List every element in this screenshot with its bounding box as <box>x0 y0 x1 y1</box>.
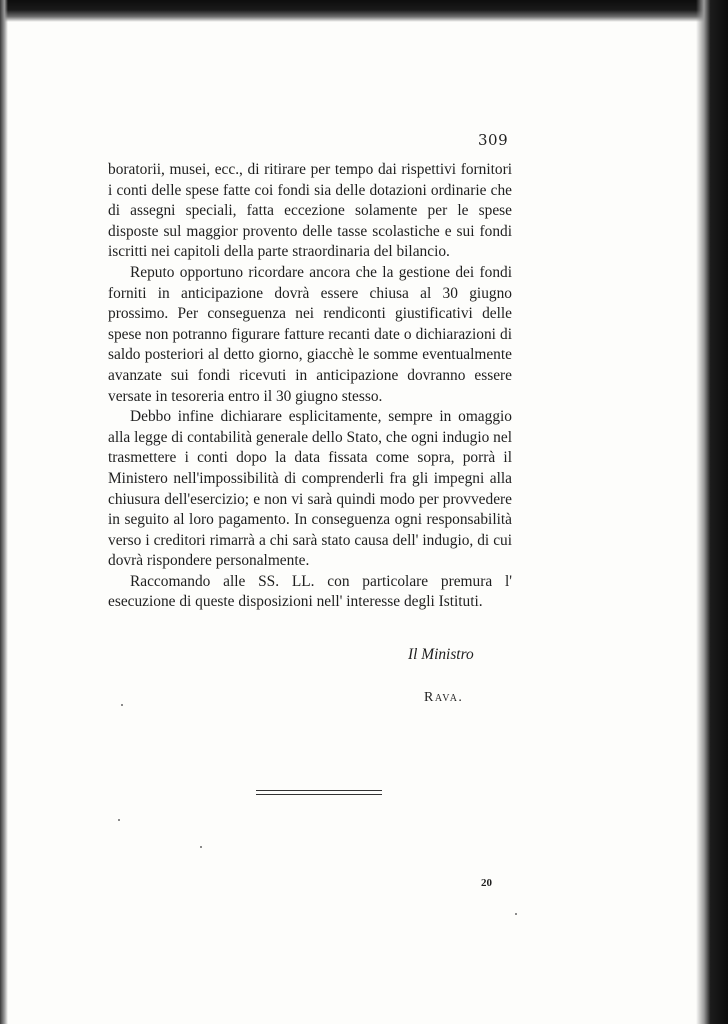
double-rule-top <box>256 790 382 791</box>
signature-mark: 20 <box>481 877 492 889</box>
signature-name: Rava. <box>424 690 464 705</box>
scan-right-edge <box>696 0 728 1024</box>
paragraph-1: boratorii, musei, ecc., di ritirare per tempo dai rispettivi fornitori i conti delle spese fatte coi fondi sia delle dotazioni ordinarie che di assegni speciali, fatta eccezione solamente per le spese disposte sul maggior provento delle tasse scolastiche e sui fondi iscritti nei capitoli della parte straordinaria del bilancio. <box>108 161 512 261</box>
scan-speck <box>200 846 202 848</box>
paragraph-2: Reputo opportuno ricordare ancora che la gestione dei fondi forniti in anticipazione dovrà essere chiusa al 30 giugno prossimo. Per conseguenza nei rendiconti giustificativi delle spese non potranno figurare fatture recanti date o dichiarazioni di saldo posteriori al detto giorno, giacchè le somme eventualmente avanzate sui fondi ricevuti in anticipazione dovranno essere versate in tesoreria entro il 30 giugno stesso. <box>108 263 512 405</box>
body-text <box>108 160 512 613</box>
scan-speck <box>118 819 120 821</box>
double-rule-bottom <box>256 794 382 795</box>
paragraph-3: Debbo infine dichiarare esplicitamente, sempre in omaggio alla legge di contabilità generale dello Stato, che ogni indugio nel trasmettere i conti dopo la data fissata come sopra, porrà il Ministero nell'impossibilità di comprenderli fra gli impegni alla chiusura dell'esercizio; e non vi sarà quindi modo per provvedere in seguito al loro pagamento. In conseguenza ogni responsabilità verso i creditori rimarrà a chi sarà stato causa dell' indugio, di cui dovrà rispondere personalmente. <box>108 408 512 570</box>
scan-speck <box>515 913 517 915</box>
scan-left-edge <box>0 0 8 1024</box>
scan-speck <box>121 704 123 706</box>
paragraph-4: Raccomando alle SS. LL. con particolare premura l' esecuzione di queste disposizioni nell' interesse degli Istituti. <box>108 572 512 611</box>
scan-top-edge <box>0 0 728 22</box>
signature-title: Il Ministro <box>408 646 474 663</box>
page-number: 309 <box>478 131 509 149</box>
